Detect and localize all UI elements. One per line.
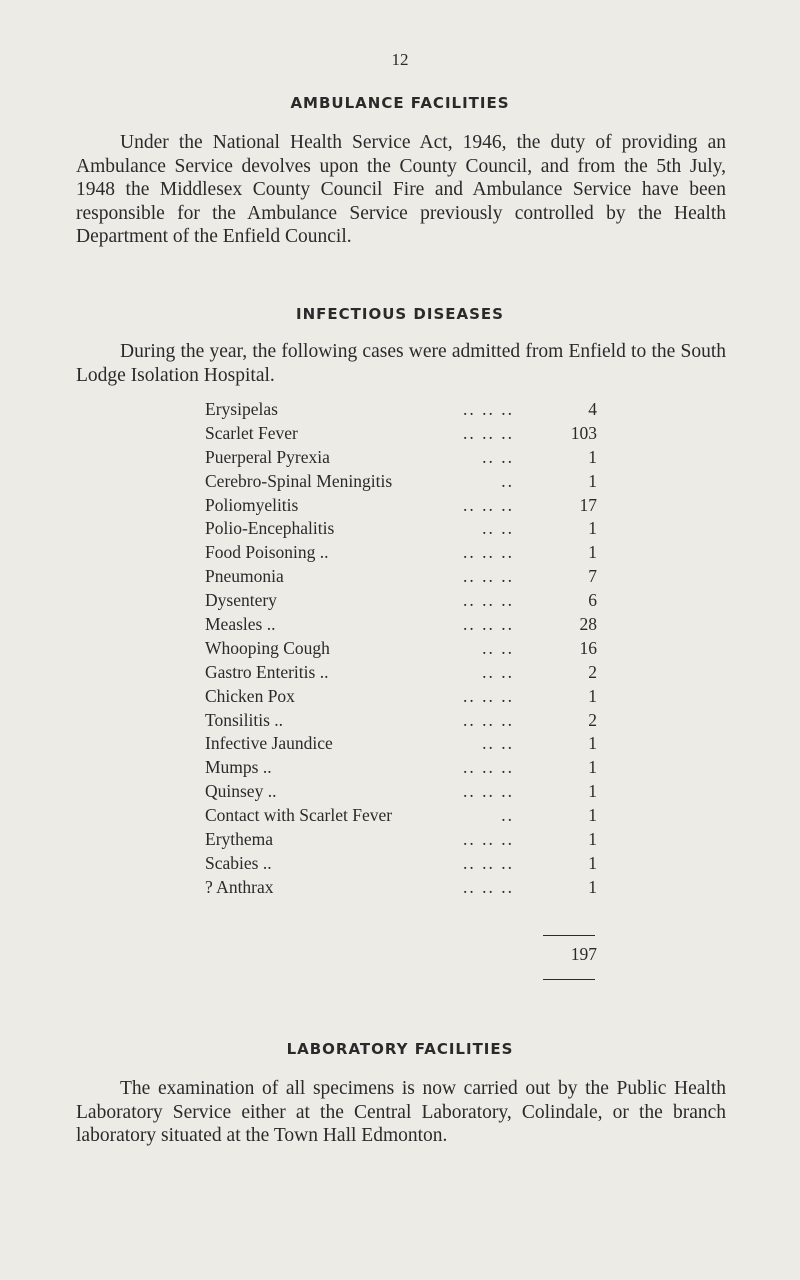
leader-dots: .. .. ..	[463, 614, 514, 635]
page-number: 12	[391, 50, 409, 69]
case-count: 6	[588, 590, 597, 611]
disease-name: Quinsey ..	[205, 781, 277, 802]
leader-dots: .. ..	[482, 733, 514, 754]
laboratory-heading: LABORATORY FACILITIES	[286, 1040, 514, 1058]
case-count: 28	[579, 614, 597, 635]
disease-name: Food Poisoning ..	[205, 542, 329, 563]
disease-name: Scabies ..	[205, 852, 272, 873]
disease-name: Whooping Cough	[205, 637, 330, 658]
leader-dots: .. .. ..	[463, 685, 514, 706]
disease-name: Scarlet Fever	[205, 422, 298, 443]
laboratory-paragraph: The examination of all specimens is now carried out by the Public Health Laboratory Service either at the Central Laboratory, Colindale, or the branch laboratory situated at the Town Hall Edmonton.	[76, 1078, 726, 1146]
case-count: 1	[588, 829, 597, 850]
leader-dots: .. .. ..	[463, 399, 514, 419]
disease-name: Pneumonia	[205, 566, 284, 587]
disease-name: Chicken Pox	[205, 685, 295, 706]
case-count: 1	[588, 518, 597, 539]
table-row	[0, 517, 800, 541]
table-row	[0, 852, 800, 876]
leader-dots: ..	[501, 470, 514, 491]
disease-name: Contact with Scarlet Fever	[205, 805, 393, 826]
case-count: 1	[588, 852, 597, 873]
case-count: 2	[588, 709, 597, 730]
leader-dots: .. .. ..	[463, 709, 514, 730]
case-count: 1	[588, 446, 597, 467]
leader-dots: .. ..	[482, 518, 514, 539]
table-row	[0, 709, 800, 733]
leader-dots: .. .. ..	[463, 494, 514, 515]
infectious-intro-paragraph: During the year, the following cases were admitted from Enfield to the South Lodge Isolation Hospital.	[76, 341, 726, 386]
disease-name: Tonsilitis ..	[205, 709, 284, 730]
total-rule-bottom	[543, 979, 595, 980]
ambulance-heading: AMBULANCE FACILITIES	[290, 94, 510, 112]
leader-dots: .. .. ..	[463, 829, 514, 850]
table-row	[0, 685, 800, 709]
table-row	[0, 828, 800, 852]
disease-name: Gastro Enteritis ..	[205, 661, 329, 682]
ambulance-paragraph: Under the National Health Service Act, 1946, the duty of providing an Ambulance Service devolves upon the County Council, and from the 5th July, 1948 the Middlesex County Council Fire and Ambulance Service have been responsible for the Ambulance Service previously controlled by the Health Department of the Enfield Council.	[76, 132, 726, 247]
table-row	[0, 446, 800, 470]
leader-dots: .. .. ..	[463, 757, 514, 778]
table-row	[0, 422, 800, 446]
disease-name: Erysipelas	[205, 399, 278, 419]
disease-name: Dysentery	[205, 590, 277, 611]
case-count: 1	[588, 733, 597, 754]
disease-name: Erythema	[205, 829, 274, 850]
table-row	[0, 637, 800, 661]
table-row	[0, 398, 800, 422]
case-count: 1	[588, 781, 597, 802]
leader-dots: .. ..	[482, 637, 514, 658]
disease-name: Measles ..	[205, 614, 276, 635]
disease-name: Infective Jaundice	[205, 733, 333, 754]
table-row	[0, 589, 800, 613]
table-row	[0, 756, 800, 780]
leader-dots: .. .. ..	[463, 590, 514, 611]
leader-dots: .. ..	[482, 446, 514, 467]
disease-name: Poliomyelitis	[205, 494, 299, 515]
table-row	[0, 565, 800, 589]
table-row	[0, 732, 800, 756]
table-row	[0, 780, 800, 804]
total-rule-top	[543, 935, 595, 936]
table-row	[0, 470, 800, 494]
case-count: 16	[579, 637, 597, 658]
leader-dots: .. .. ..	[463, 542, 514, 563]
leader-dots: .. .. ..	[463, 422, 514, 443]
case-count: 1	[588, 470, 597, 491]
total-count: 197	[570, 944, 597, 964]
disease-name: Polio-Encephalitis	[205, 518, 335, 539]
case-count: 1	[588, 876, 597, 897]
leader-dots: ..	[501, 805, 514, 826]
case-count: 103	[570, 422, 597, 443]
table-row	[0, 876, 800, 900]
case-count: 1	[588, 542, 597, 563]
leader-dots: .. .. ..	[463, 781, 514, 802]
leader-dots: .. ..	[482, 661, 514, 682]
disease-name: ? Anthrax	[205, 876, 274, 897]
case-count: 1	[588, 757, 597, 778]
leader-dots: .. .. ..	[463, 566, 514, 587]
case-count: 4	[588, 399, 597, 419]
table-row	[0, 541, 800, 565]
case-count: 7	[588, 566, 597, 587]
case-count: 1	[588, 805, 597, 826]
table-row	[0, 613, 800, 637]
disease-name: Cerebro-Spinal Meningitis	[205, 470, 393, 491]
table-row	[0, 804, 800, 828]
case-count: 17	[579, 494, 597, 515]
infectious-diseases-heading: INFECTIOUS DISEASES	[296, 305, 504, 323]
table-row	[0, 494, 800, 518]
case-count: 1	[588, 685, 597, 706]
case-count: 2	[588, 661, 597, 682]
infectious-diseases-table	[0, 398, 800, 900]
disease-name: Puerperal Pyrexia	[205, 446, 330, 467]
table-row	[0, 661, 800, 685]
disease-name: Mumps ..	[205, 757, 272, 778]
leader-dots: .. .. ..	[463, 852, 514, 873]
leader-dots: .. .. ..	[463, 876, 514, 897]
